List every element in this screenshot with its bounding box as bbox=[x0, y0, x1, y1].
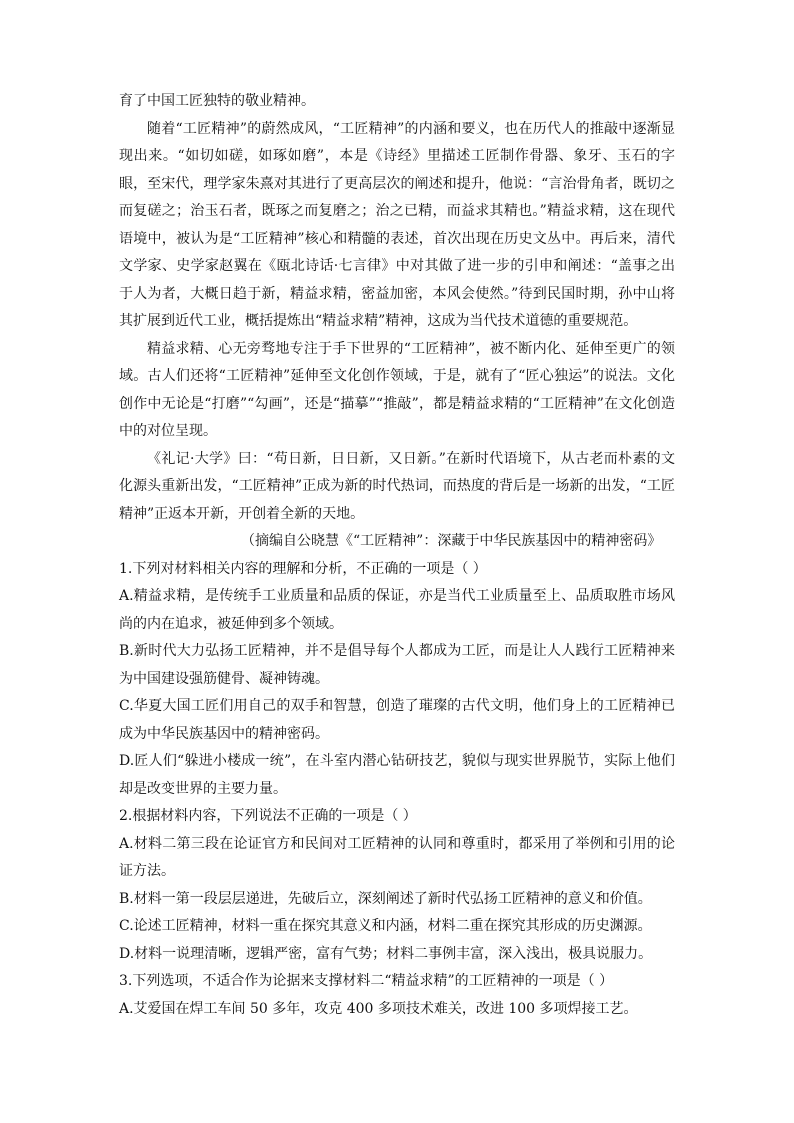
option-a: A.材料二第三段在论证官方和民间对工匠精神的认同和尊重时，都采用了举例和引用的论证方法。 bbox=[119, 835, 675, 879]
paragraph-3: 精益求精、心无旁骛地专注于手下世界的“工匠精神”，被不断内化、延伸至更广的领域。古人们还将“工匠精神”延伸至文化创作领域，于是，就有了“匠心独运”的说法。文化创作中无论是“打磨”“勾画”，还是“描摹”“推敲”，都是精益求精的“工匠精神”在文化创造中的对位呈现。 bbox=[119, 340, 675, 439]
option-c: C.论述工匠精神，材料一重在探究其意义和内涵，材料二重在探究其形成的历史渊源。 bbox=[119, 918, 652, 934]
question-stem: 2.根据材料内容，下列说法不正确的一项是（ ） bbox=[119, 808, 417, 824]
source-citation: （摘编自公晓慧《“工匠精神”：深藏于中华民族基因中的精神密码》 bbox=[241, 533, 662, 549]
question-stem: 3.下列选项，不适合作为论据来支撑材料二“精益求精”的工匠精神的一项是（ ） bbox=[119, 973, 614, 989]
option-a: A.艾爱国在焊工车间 50 多年，攻克 400 多项技术难关，改进 100 多项焊接工艺。 bbox=[119, 1000, 638, 1017]
paragraph-4: 《礼记·大学》曰：“苟日新，日日新，又日新。”在新时代语境下，从古老而朴素的文化源头重新出发，“工匠精神”正成为新的时代热词，而热度的背后是一场新的出发，“工匠精神”正返本开新，开创着全新的天地。 bbox=[119, 450, 675, 522]
option-b: B.新时代大力弘扬工匠精神，并不是倡导每个人都成为工匠，而是让人人践行工匠精神来为中国建设强筋健骨、凝神铸魂。 bbox=[119, 643, 675, 687]
paragraph-2: 随着“工匠精神”的蔚然成风，“工匠精神”的内涵和要义，也在历代人的推敲中逐渐显现出来。“如切如磋，如琢如磨”，本是《诗经》里描述工匠制作骨器、象牙、玉石的字眼，至宋代，理学家朱熹对其进行了更高层次的阐述和提升，他说：“言治骨角者，既切之而复磋之；治玉石者，既琢之而复磨之；治之已精，而益求其精也。”精益求精，这在现代语境中，被认为是“工匠精神”核心和精髓的表述，首次出现在历史文丛中。再后来，清代文学家、史学家赵翼在《瓯北诗话·七言律》中对其做了进一步的引申和阐述：“盖事之出于人为者，大概日趋于新，精益求精，密益加密，本风会使然。”待到民国时期，孙中山将其扩展到近代工业，概括提炼出“精益求精”精神，这成为当代技术道德的重要规范。 bbox=[119, 120, 675, 329]
option-a: A.精益求精，是传统手工业质量和品质的保证，亦是当代工业质量至上、品质取胜市场风尚的内在追求，被延伸到多个领域。 bbox=[119, 588, 675, 632]
document-page bbox=[119, 88, 675, 1023]
question-3 bbox=[119, 968, 675, 1023]
option-d: D.匠人们“躲进小楼成一统”，在斗室内潜心钻研技艺，貌似与现实世界脱节，实际上他们却是改变世界的主要力量。 bbox=[119, 753, 675, 797]
question-2 bbox=[119, 803, 675, 968]
paragraph-continued: 育了中国工匠独特的敬业精神。 bbox=[119, 93, 315, 109]
question-stem: 1.下列对材料相关内容的理解和分析，不正确的一项是（ ） bbox=[119, 560, 487, 577]
option-c: C.华夏大国工匠们用自己的双手和智慧，创造了璀璨的古代文明，他们身上的工匠精神已成为中华民族基因中的精神密码。 bbox=[119, 698, 675, 742]
question-1 bbox=[119, 556, 675, 804]
option-b: B.材料一第一段层层递进，先破后立，深刻阐述了新时代弘扬工匠精神的意义和价值。 bbox=[119, 890, 652, 907]
option-d: D.材料一说理清晰，逻辑严密，富有气势；材料二事例丰富，深入浅出，极具说服力。 bbox=[119, 945, 653, 962]
